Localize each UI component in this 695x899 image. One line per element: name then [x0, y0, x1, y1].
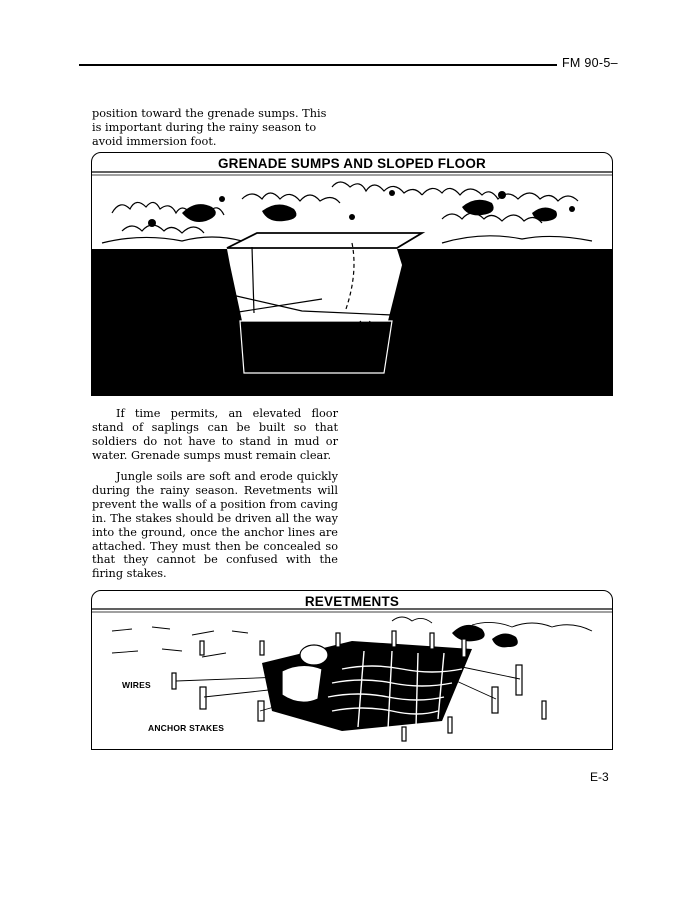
- body-paragraph-1: position toward the grenade sumps. This is important during the rainy season to avoid immersion foot.: [92, 107, 327, 148]
- figure-title-grenade-sumps: GRENADE SUMPS AND SLOPED FLOOR: [217, 156, 487, 171]
- header-rule: [79, 64, 557, 66]
- page-number: E-3: [590, 770, 609, 784]
- body-paragraph-3: Jungle soils are soft and erode quickly during the rainy season. Revetments will prevent the walls of a position from caving in. The stakes should be driven all the way into the ground, once the anchor lines are attached. They must then be concealed so that they cannot be confused with the firing stakes.: [92, 470, 338, 581]
- grenade-sump-illustration: [92, 153, 612, 395]
- label-wires: WIRES: [122, 680, 151, 690]
- label-anchor-stakes: ANCHOR STAKES: [148, 723, 225, 733]
- document-id: FM 90-5–: [562, 56, 618, 70]
- body-paragraph-2: If time permits, an elevated floor stand of saplings can be built so that soldiers do not have to stand in mud or water. Grenade sumps must remain clear.: [92, 407, 338, 462]
- figure-grenade-sumps: [91, 152, 613, 396]
- figure-title-revetments: REVETMENTS: [304, 594, 400, 609]
- figure-revetments: [91, 590, 613, 750]
